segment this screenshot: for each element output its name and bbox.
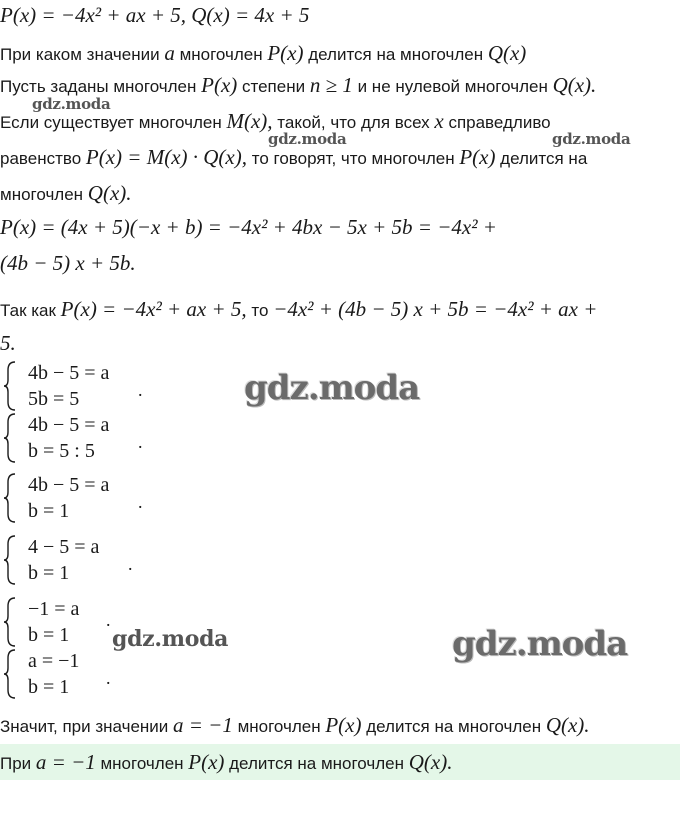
conclusion-text: делится на многочлен: [361, 717, 546, 736]
theory-text: делится на: [495, 149, 588, 168]
system-end: .: [138, 492, 143, 512]
system-end: .: [106, 610, 111, 630]
answer-text: При: [0, 754, 36, 773]
answer-q: Q(x).: [408, 750, 453, 774]
system-row: 4b − 5 = a: [28, 362, 110, 384]
watermark: gdz.moda: [552, 130, 631, 148]
theory-text: Если существует многочлен: [0, 113, 227, 132]
theory-q: Q(x).: [552, 73, 597, 97]
theory-m: M(x),: [226, 109, 273, 133]
system-row: 5b = 5: [28, 388, 80, 410]
question-line: [0, 42, 526, 66]
watermark: gdz.moda: [32, 95, 111, 113]
brace-icon: [2, 534, 18, 586]
brace-icon: [2, 412, 18, 464]
brace-icon: [2, 360, 18, 412]
answer-text: делится на многочлен: [224, 754, 409, 773]
system-end: .: [138, 432, 143, 452]
question-text-3: делится на многочлен: [303, 45, 488, 64]
conclusion-eq: a = −1: [173, 713, 233, 737]
brace-icon: [2, 472, 18, 524]
system-end: .: [106, 668, 111, 688]
question-var: a: [164, 41, 175, 65]
answer-text: многочлен: [95, 754, 189, 773]
theory-p: P(x): [459, 145, 496, 169]
watermark: gdz.moda: [452, 624, 628, 664]
theory-p: P(x): [201, 73, 238, 97]
system-row: b = 1: [28, 562, 70, 584]
system-row: 4 − 5 = a: [28, 536, 100, 558]
system-2: [2, 412, 202, 464]
theory-text: Пусть заданы многочлен: [0, 77, 202, 96]
conclusion-line: [0, 714, 590, 738]
answer-box: [0, 744, 680, 780]
question-text: При каком значении: [0, 45, 165, 64]
given-formula: P(x) = −4x² + ax + 5, Q(x) = 4x + 5: [0, 3, 310, 27]
theory-text: такой, что для всех: [272, 113, 435, 132]
system-end: .: [128, 554, 133, 574]
expansion-line-1: [0, 216, 497, 240]
brace-icon: [2, 596, 18, 648]
theory-text: то говорят, что многочлен: [247, 149, 460, 168]
since-text: то: [246, 301, 274, 320]
theory-line-3: [0, 146, 587, 170]
since-eq2: −4x² + (4b − 5) x + 5b = −4x² + ax +: [273, 297, 598, 321]
expansion-formula: P(x) = (4x + 5)(−x + b) = −4x² + 4bx − 5x + 5b = −4x² +: [0, 215, 497, 239]
theory-text: и не нулевой многочлен: [352, 77, 553, 96]
since-text: Так как: [0, 301, 61, 320]
conclusion-p: P(x): [325, 713, 362, 737]
expansion-line-2: [0, 252, 136, 276]
question-q: Q(x): [487, 41, 527, 65]
system-end: .: [138, 380, 143, 400]
system-row: b = 5 : 5: [28, 440, 95, 462]
given-polynomials: [0, 4, 309, 28]
conclusion-q: Q(x).: [545, 713, 590, 737]
system-row: b = 1: [28, 500, 70, 522]
since-line-cont: [0, 332, 16, 356]
question-p: P(x): [267, 41, 304, 65]
since-eq1: P(x) = −4x² + ax + 5,: [60, 297, 247, 321]
system-6: [2, 648, 202, 700]
answer-line: [0, 751, 452, 775]
system-row: b = 1: [28, 676, 70, 698]
system-4: [2, 534, 202, 586]
watermark: gdz.moda: [268, 130, 347, 148]
theory-text: справедливо: [443, 113, 551, 132]
system-1: [2, 360, 202, 412]
system-row: 4b − 5 = a: [28, 474, 110, 496]
brace-icon: [2, 648, 18, 700]
system-3: [2, 472, 202, 524]
watermark: gdz.moda: [244, 368, 420, 408]
since-cont: 5.: [0, 331, 16, 355]
conclusion-text: Значит, при значении: [0, 717, 173, 736]
expansion-formula-cont: (4b − 5) x + 5b.: [0, 251, 136, 275]
theory-line-4: [0, 182, 132, 206]
theory-cond: n ≥ 1: [309, 73, 353, 97]
theory-text: многочлен: [0, 185, 88, 204]
theory-eq: P(x) = M(x) · Q(x),: [85, 145, 247, 169]
answer-eq: a = −1: [35, 750, 96, 774]
theory-text: степени: [237, 77, 310, 96]
theory-q: Q(x).: [87, 181, 132, 205]
system-row: a = −1: [28, 650, 80, 672]
answer-p: P(x): [188, 750, 225, 774]
watermark: gdz.moda: [112, 626, 229, 652]
system-row: 4b − 5 = a: [28, 414, 110, 436]
system-row: b = 1: [28, 624, 70, 646]
conclusion-text: многочлен: [232, 717, 326, 736]
system-row: −1 = a: [28, 598, 80, 620]
theory-x: x: [434, 109, 444, 133]
since-line: [0, 298, 597, 322]
theory-text: равенство: [0, 149, 86, 168]
question-text-2: многочлен: [174, 45, 268, 64]
